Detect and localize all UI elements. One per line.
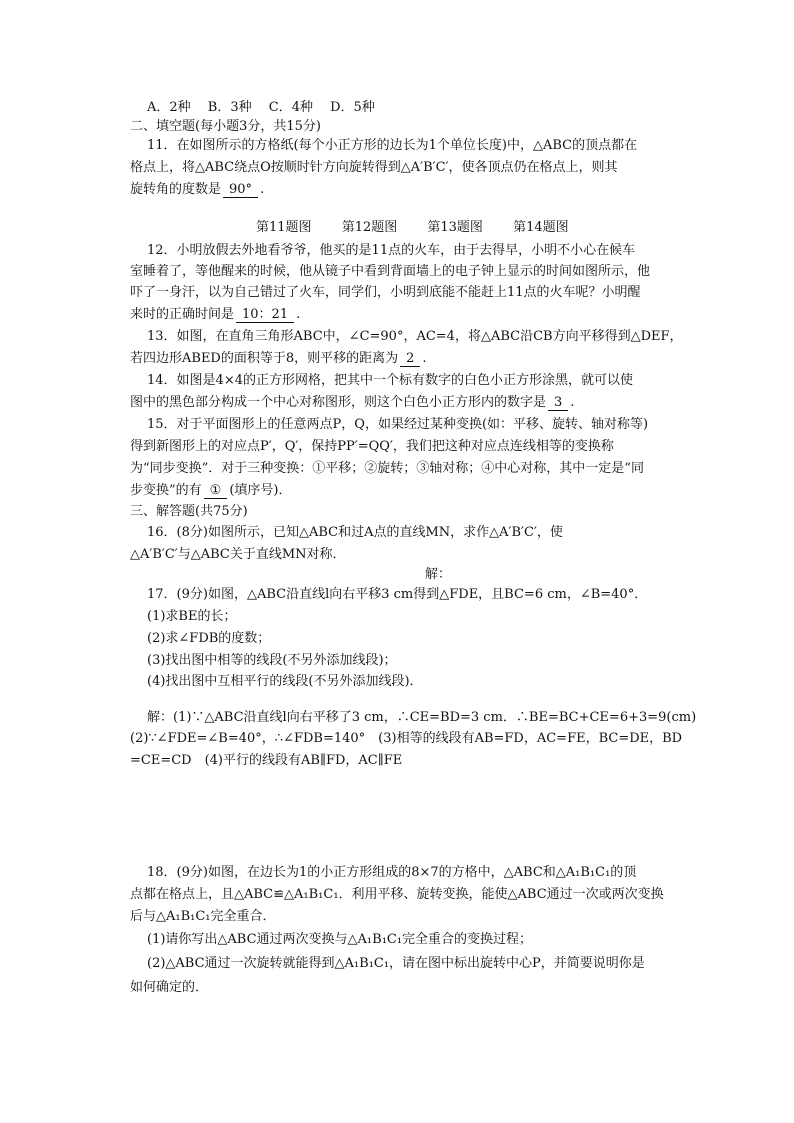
q16-line-2: △A′B′C′与△ABC关于直线MN对称． [130, 547, 346, 562]
q14-line-2 [130, 394, 574, 412]
q17-solution-line-2: (2)∵∠FDE=∠B=40°，∴∠FDB=140° (3)相等的线段有AB=FD，AC=FE，BC=DE，BD [130, 731, 683, 746]
q12-line-4 [130, 306, 300, 324]
q17-solution-line-1: 解：(1)∵△ABC沿直线l向右平移了3 cm，∴CE=BD=3 cm．∴BE=BC+CE=6+3=9(cm) [147, 710, 697, 725]
section-3-heading: 三、解答题(共75分) [130, 504, 248, 519]
q18-part-1: (1)请你写出△ABC通过两次变换与△A₁B₁C₁完全重合的变换过程； [147, 932, 533, 947]
section-2-heading: 二、填空题(每小题3分，共15分) [130, 119, 321, 134]
q13-end: . [422, 351, 427, 366]
q15-line-4 [130, 482, 291, 500]
q18-line-2: 点都在格点上，且△ABC≌△A₁B₁C₁．利用平移、旋转变换，能使△ABC通过一次或两次变换 [130, 887, 664, 902]
q13-line-1: 13．如图，在直角三角形ABC中，∠C=90°，AC=4，将△ABC沿CB方向平移得到△DEF， [147, 329, 683, 344]
caption-fig-12: 第12题图 [341, 220, 398, 235]
q15-line-2: 得到新图形上的对应点P′，Q′，保持PP′=QQ′，我们把这种对应点连线相等的变换称 [130, 439, 614, 454]
q14-prompt: 图中的黑色部分构成一个中心对称图形，则这个白色小正方形内的数字是 [130, 395, 547, 410]
q14-end: . [570, 395, 575, 410]
q17-part-2: (2)求∠FDB的度数； [147, 631, 271, 646]
q15-answer: ① [204, 483, 228, 499]
q11-line-1: 11．在如图所示的方格纸(每个小正方形的边长为1个单位长度)中，△ABC的顶点都在 [147, 138, 638, 153]
q12-end: . [296, 307, 301, 322]
q17-line-1: 17．(9分)如图，△ABC沿直线l向右平移3 cm得到△FDE，且BC=6 cm，∠B=40°． [147, 587, 648, 602]
q17-solution-line-3: =CE=CD (4)平行的线段有AB∥FD，AC∥FE [130, 753, 403, 768]
q12-answer: 10：21 [236, 307, 294, 323]
caption-fig-14: 第14题图 [513, 220, 569, 235]
q15-end: (填序号)． [229, 483, 292, 498]
caption-fig-13: 第13题图 [427, 220, 483, 235]
q18-line-1: 18．(9分)如图，在边长为1的小正方形组成的8×7的方格中，△ABC和△A₁B₁C₁的顶 [147, 865, 637, 880]
q13-answer: 2 [400, 351, 420, 367]
q11-line-3 [130, 181, 264, 199]
q12-prompt: 来时的正确时间是 [130, 307, 235, 322]
q15-line-1: 15．对于平面图形上的任意两点P，Q，如果经过某种变换(如：平移、旋转、轴对称等) [147, 417, 649, 432]
q16-line-1: 16．(8分)如图所示，已知△ABC和过A点的直线MN，求作△A′B′C′，使 [147, 525, 563, 540]
q18-part-2-line-1: (2)△ABC通过一次旋转就能得到△A₁B₁C₁，请在图中标出旋转中心P，并简要说明你是 [147, 956, 645, 971]
q11-prompt: 旋转角的度数是 [130, 182, 222, 197]
q15-prompt: 步变换”的有 [130, 483, 202, 498]
q16-solution-label: 解： [425, 567, 452, 582]
q18-part-2-line-2: 如何确定的． [130, 980, 209, 995]
q14-answer: 3 [548, 395, 568, 411]
q11-line-2: 格点上，将△ABC绕点O按顺时针方向旋转得到△A′B′C′，使各顶点仍在格点上，则其 [130, 160, 618, 175]
q14-line-1: 14．如图是4×4的正方形网格，把其中一个标有数字的白色小正方形涂黑，就可以使 [147, 373, 633, 388]
q11-answer: 90° [223, 182, 258, 198]
q13-prompt: 若四边形ABED的面积等于8，则平移的距离为 [130, 351, 399, 366]
figure-captions [256, 219, 595, 237]
caption-fig-11: 第11题图 [256, 220, 312, 235]
q15-line-3: 为“同步变换”．对于三种变换：①平移；②旋转；③轴对称；④中心对称，其中一定是“同 [130, 461, 644, 476]
q10-options: A．2种 B．3种 C．4种 D．5种 [147, 100, 375, 115]
q12-line-3: 吓了一身汗，以为自己错过了火车，同学们，小明到底能不能赶上11点的火车呢？小明醒 [130, 285, 641, 300]
q18-line-3: 后与△A₁B₁C₁完全重合． [130, 909, 276, 924]
q12-line-1: 12．小明放假去外地看爷爷，他买的是11点的火车，由于去得早，小明不小心在候车 [147, 243, 636, 258]
q13-line-2 [130, 350, 427, 368]
q17-part-1: (1)求BE的长； [147, 609, 237, 624]
q17-part-4: (4)找出图中互相平行的线段(不另外添加线段)． [147, 674, 423, 689]
q17-part-3: (3)找出图中相等的线段(不另外添加线段)； [147, 653, 397, 668]
q12-line-2: 室睡着了，等他醒来的时候，他从镜子中看到背面墙上的电子钟上显示的时间如图所示，他 [130, 264, 651, 279]
q11-end: . [260, 182, 265, 197]
